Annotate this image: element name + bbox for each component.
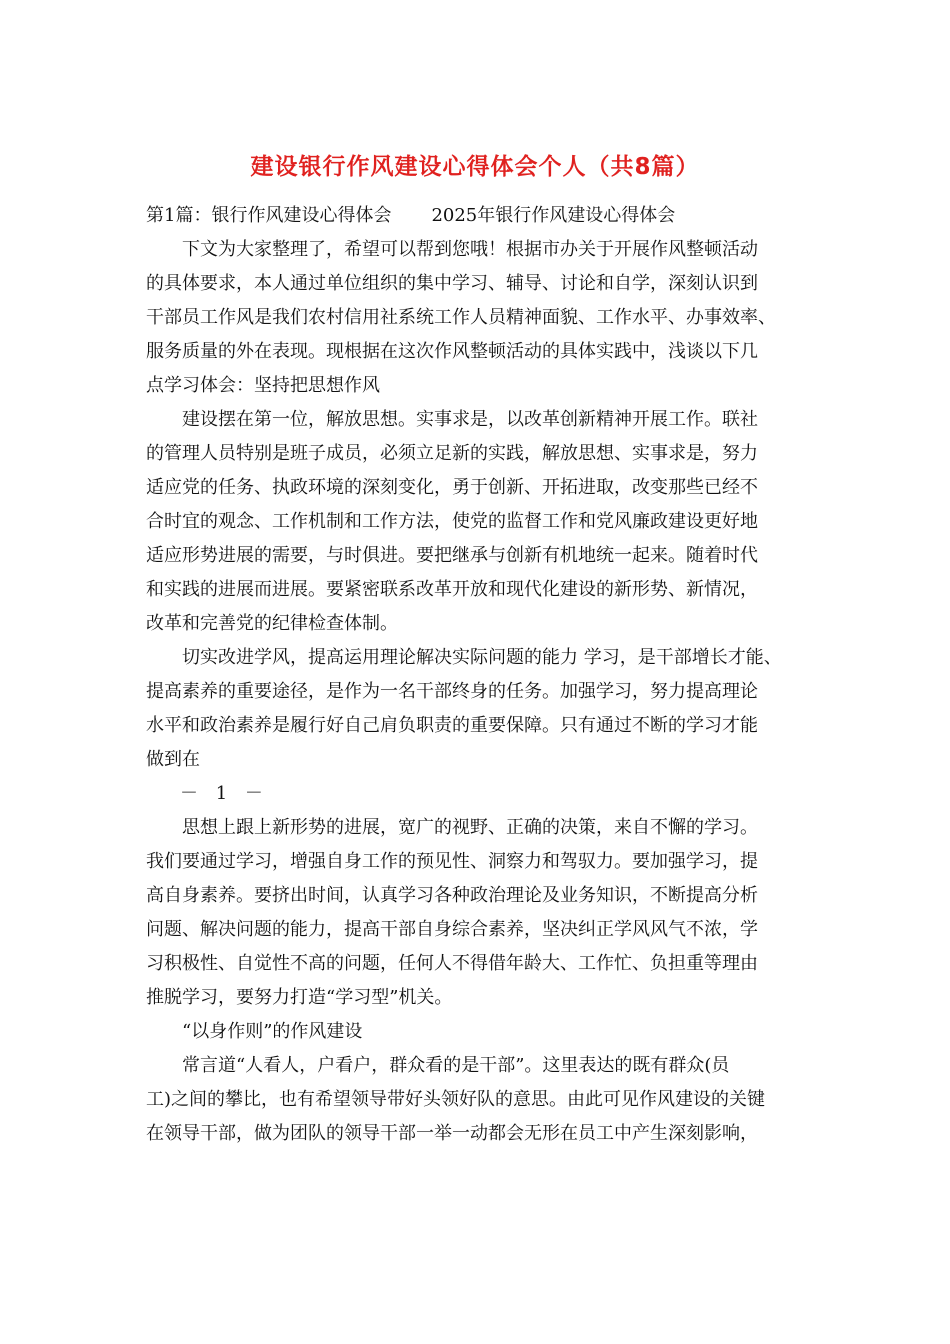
text-line: 问题、解决问题的能力，提高干部自身综合素养，坚决纠正学风风气不浓，学 (146, 919, 758, 940)
text-line: 的具体要求，本人通过单位组织的集中学习、辅导、讨论和自学，深刻认识到 (146, 273, 758, 294)
text-line: 做到在 (146, 749, 200, 770)
page-number: － 1 － (180, 783, 269, 804)
text-line: 和实践的进展而进展。要紧密联系改革开放和现代化建设的新形势、新情况， (146, 579, 758, 600)
text-line: 干部员工作风是我们农村信用社系统工作人员精神面貌、工作水平、办事效率、 (146, 307, 776, 328)
text-line: 点学习体会：坚持把思想作风 (146, 375, 380, 396)
text-line: 适应形势进展的需要，与时俱进。要把继承与创新有机地统一起来。随着时代 (146, 545, 758, 566)
text-line: 思想上跟上新形势的进展，宽广的视野、正确的决策，来自不懈的学习。 (182, 817, 758, 838)
text-line: 提高素养的重要途径，是作为一名干部终身的任务。加强学习，努力提高理论 (146, 681, 758, 702)
text-line: 推脱学习，要努力打造“学习型”机关。 (146, 987, 453, 1008)
section-heading-left: 第1篇：银行作风建设心得体会 (146, 205, 392, 226)
section-heading-right: 2025年银行作风建设心得体会 (431, 205, 676, 226)
text-line: 切实改进学风，提高运用理论解决实际问题的能力 学习，是干部增长才能、 (182, 647, 782, 668)
section-heading (146, 199, 806, 233)
text-line: 在领导干部，做为团队的领导干部一举一动都会无形在员工中产生深刻影响， (146, 1123, 758, 1144)
text-line: 高自身素养。要挤出时间，认真学习各种政治理论及业务知识，不断提高分析 (146, 885, 758, 906)
text-line: 适应党的任务、执政环境的深刻变化，勇于创新、开拓进取，改变那些已经不 (146, 477, 758, 498)
subheading-line: “以身作则”的作风建设 (182, 1021, 363, 1042)
text-line: 建设摆在第一位，解放思想。实事求是，以改革创新精神开展工作。联社 (182, 409, 758, 430)
text-line: 常言道“人看人，户看户，群众看的是干部”。这里表达的既有群众(员 (182, 1055, 730, 1076)
text-line: 下文为大家整理了，希望可以帮到您哦！根据市办关于开展作风整顿活动 (182, 239, 758, 260)
text-line: 我们要通过学习，增强自身工作的预见性、洞察力和驾驭力。要加强学习，提 (146, 851, 758, 872)
text-line: 工)之间的攀比，也有希望领导带好头领好队的意思。由此可见作风建设的关键 (146, 1089, 766, 1110)
document-title: 建设银行作风建设心得体会个人（共8篇） (250, 154, 700, 180)
text-line: 服务质量的外在表现。现根据在这次作风整顿活动的具体实践中，浅谈以下几 (146, 341, 758, 362)
text-line: 合时宜的观念、工作机制和工作方法，使党的监督工作和党风廉政建设更好地 (146, 511, 758, 532)
text-line: 水平和政治素养是履行好自己肩负职责的重要保障。只有通过不断的学习才能 (146, 715, 758, 736)
text-line: 改革和完善党的纪律检查体制。 (146, 613, 398, 634)
text-line: 的管理人员特别是班子成员，必须立足新的实践，解放思想、实事求是，努力 (146, 443, 758, 464)
text-line: 习积极性、自觉性不高的问题，任何人不得借年龄大、工作忙、负担重等理由 (146, 953, 758, 974)
